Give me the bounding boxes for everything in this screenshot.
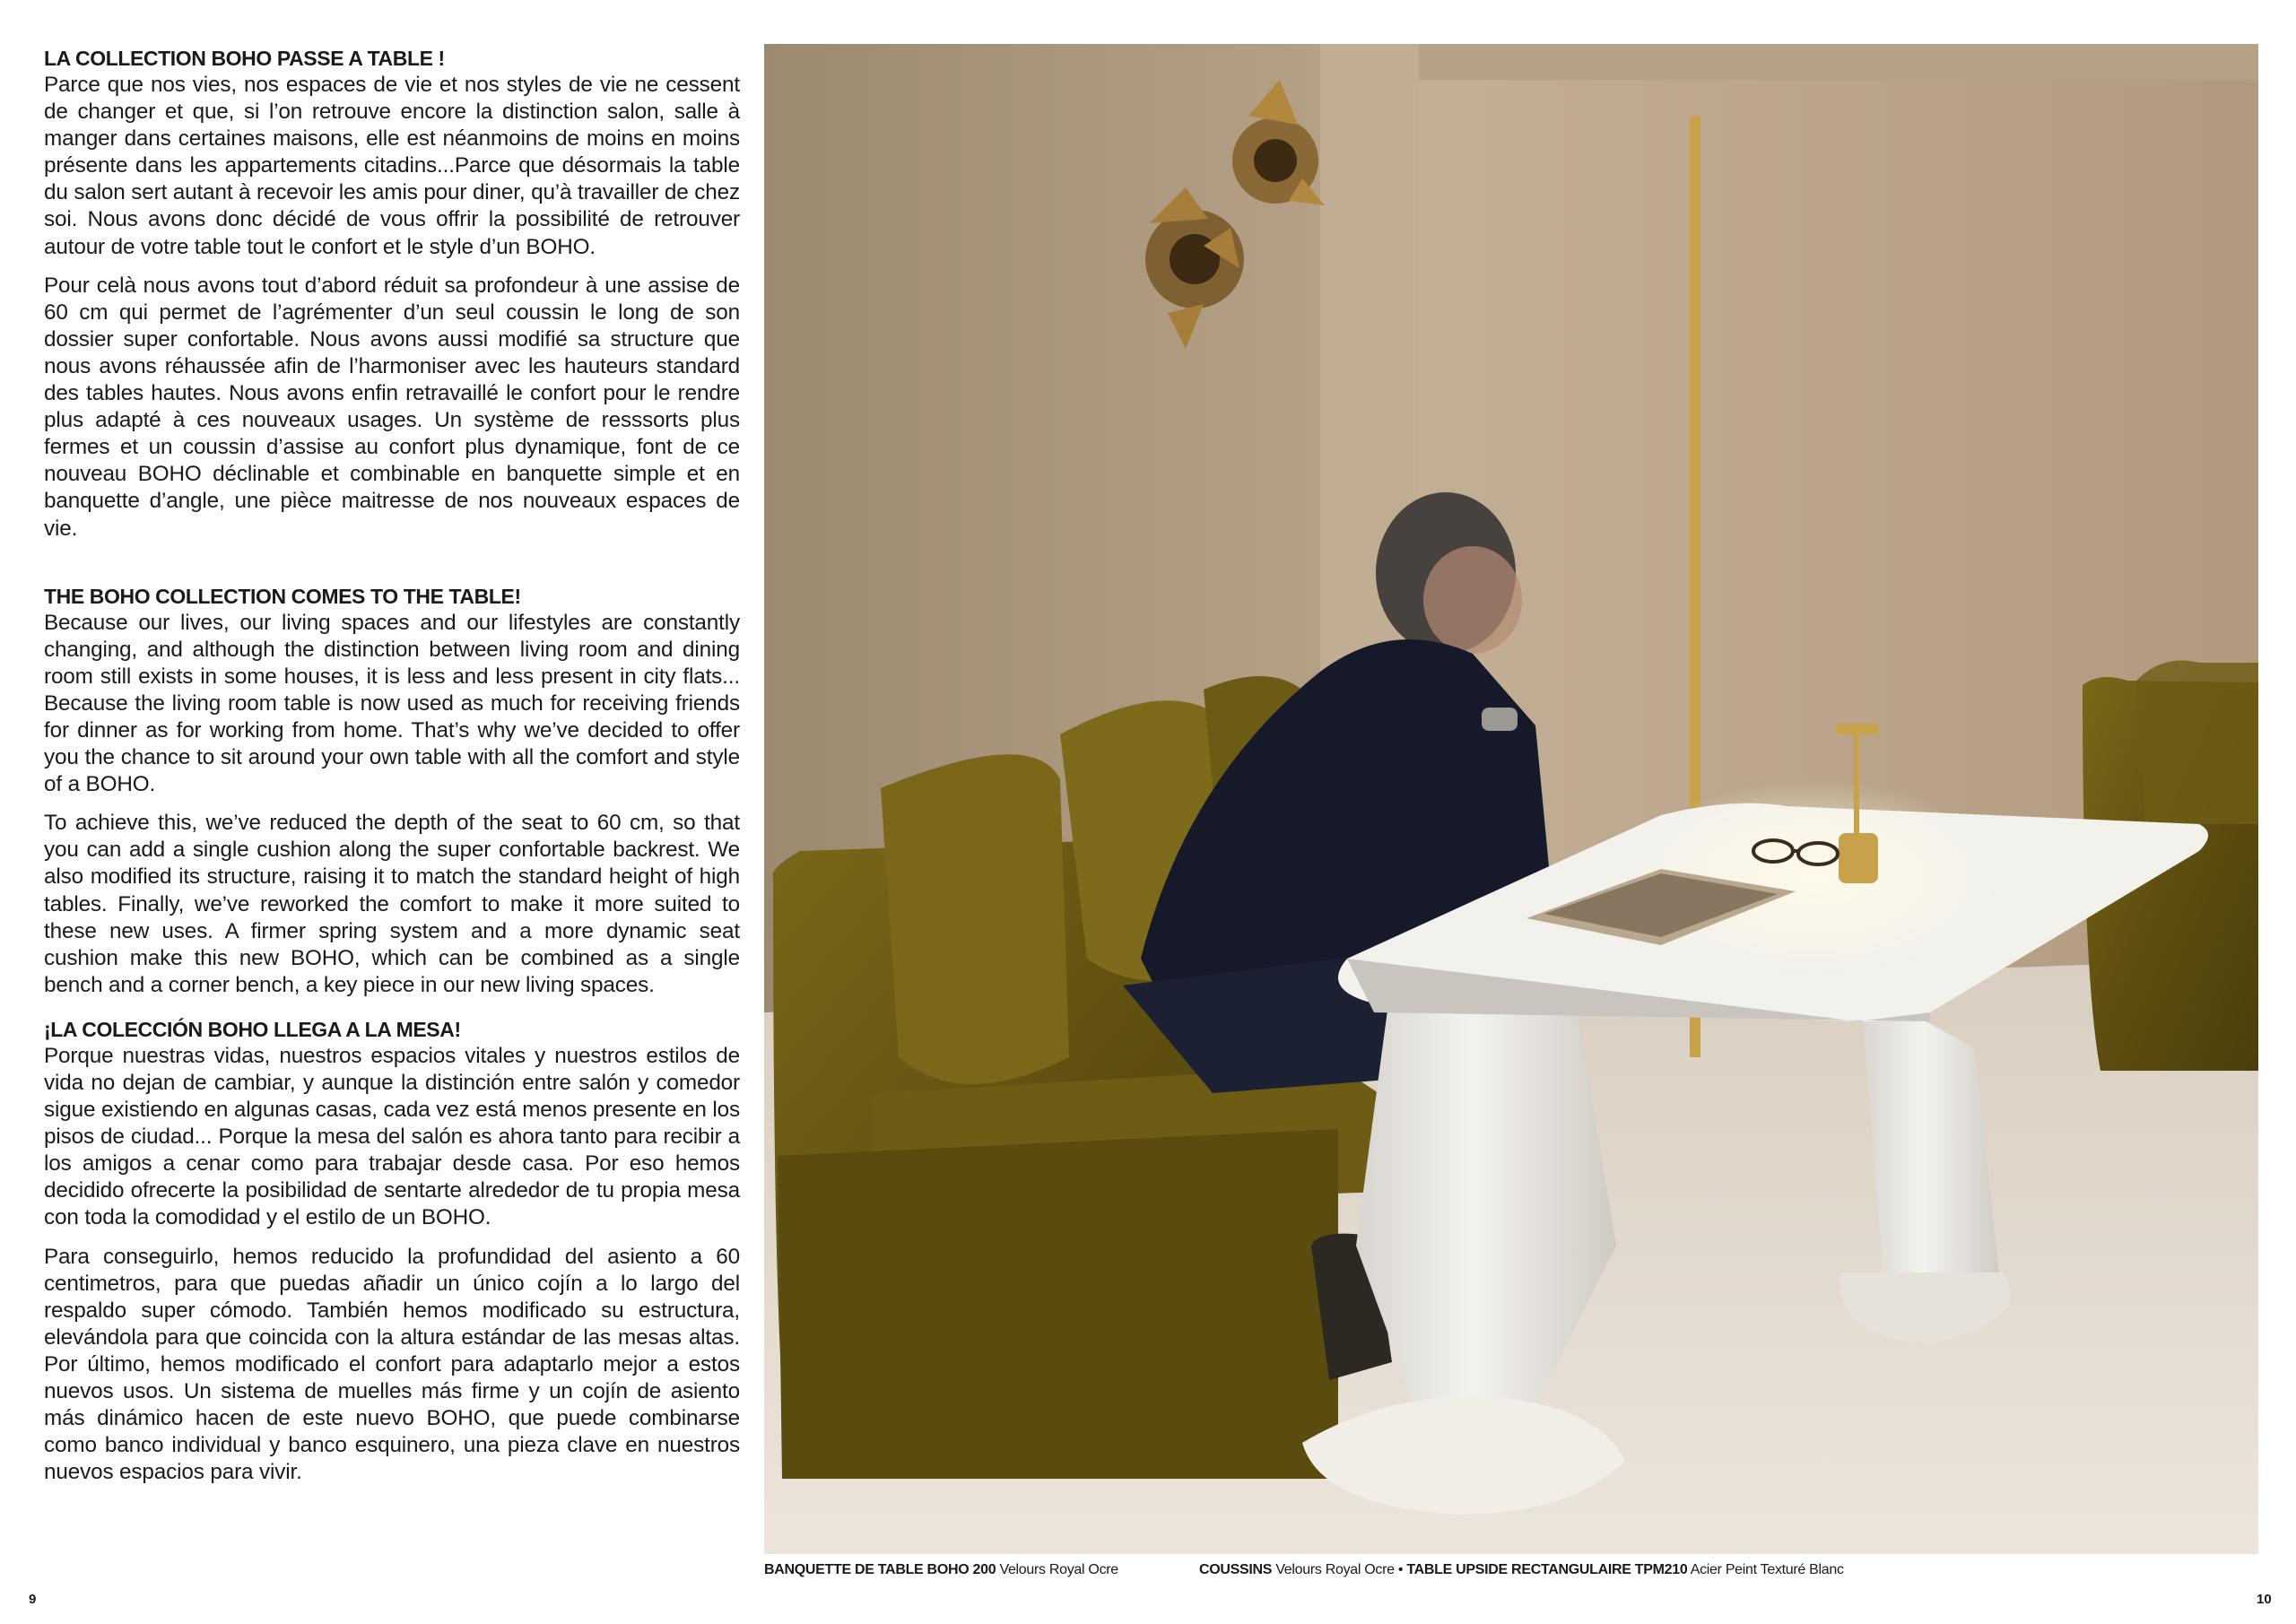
caption-right [1199,1561,1844,1579]
section-spanish [44,1016,740,1487]
caption-table-label: TABLE UPSIDE RECTANGULAIRE TPM210 [1406,1562,1688,1577]
page-number-left: 9 [29,1592,37,1607]
page-number-right: 10 [2257,1592,2272,1607]
section-english [44,583,740,999]
paragraph-spanish-1: Porque nuestras vidas, nuestros espacios vitales y nuestros estilos de vida no dejan de cambiar, y aunque la distinción entre salón y comedor sigue existiendo en algunas casas, cada vez está menos presente en los pisos de ciudad... Porque la mesa del salón es ahora tanto para recibir a los amigos a cenar como para trabajar desde casa. Por eso hemos decidido ofrecerte la posibilidad de sentarte alrededor de tu propia mesa con toda la comodidad y el estilo de un BOHO. [44,1043,740,1230]
heading-french: LA COLLECTION BOHO PASSE A TABLE ! [44,47,445,70]
paragraph-english-1: Because our lives, our living spaces and our lifestyles are constantly changing, and although the distinction between living room and dining room still exists in some houses, it is less and less present in city flats... Because the living room table is now used as much for receiving friends for dinner as for working from home. That’s why we’ve decided to offer you the chance to sit around your own table with all the comfort and style of a BOHO. [44,610,740,797]
paragraph-spanish-2: Para conseguirlo, hemos reducido la profundidad del asiento a 60 centimetros, para que puedas añadir un único cojín a lo largo del respaldo super cómodo. También hemos modificado su estructura, elevándola para que coincida con la altura estándar de las mesas altas. Por último, hemos modificado el confort para adaptarlo mejor a estos nuevos usos. Un sistema de muelles más firme y un cojín de asiento más dinámico hacen de este nuevo BOHO, que puede combinarse como banco individual y banco esquinero, una pieza clave en nuestros nuevos espacios para vivir. [44,1244,740,1485]
paragraph-french-2: Pour celà nous avons tout d’abord réduit sa profondeur à une assise de 60 cm qui permet de l’agrémenter d’un seul coussin le long de son dossier super confortable. Nous avons aussi modifié sa structure que nous avons réhaussée afin de l’harmoniser avec les hauteurs standard des tables hautes. Nous avons enfin retravaillé le confort pour le rendre plus adapté à ces nouveaux usages. Un système de resssorts plus fermes et un coussin d’assise au confort plus dynamique, font de ce nouveau BOHO déclinable et combinable en banquette simple et en banquette d’angle, une pièce maitresse de nos nouveaux espaces de vie. [44,273,740,541]
section-french [44,45,740,543]
article-text-column [44,45,740,1498]
paragraph-french-1: Parce que nos vies, nos espaces de vie et nos styles de vie ne cessent de changer et que, si l’on retrouve encore la distinction salon, salle à manger dans certaines maisons, elle est néanmoins de moins en moins présente dans les appartements citadins...Parce que désormais la table du salon sert autant à recevoir les amis pour diner, qu’à travailler de chez soi. Nous avons donc décidé de vous offrir la possibilité de retrouver autour de votre table tout le confort et le style d’un BOHO. [44,73,740,259]
caption-left-product: BANQUETTE DE TABLE BOHO 200 [764,1562,996,1577]
heading-spanish: ¡LA COLECCIÓN BOHO LLEGA A LA MESA! [44,1017,461,1041]
caption-table-finish: Acier Peint Texturé Blanc [1687,1562,1844,1577]
product-photo [764,44,2258,1554]
heading-english: THE BOHO COLLECTION COMES TO THE TABLE! [44,584,521,608]
caption-left-finish: Velours Royal Ocre [996,1562,1118,1577]
caption-left [764,1561,1118,1579]
caption-cushions-label: COUSSINS [1199,1562,1273,1577]
paragraph-english-2: To achieve this, we’ve reduced the depth of the seat to 60 cm, so that you can add a single cushion along the super confortable backrest. We also modified its structure, raising it to match the standard height of high tables. Finally, we’ve reworked the comfort to make it more suited to these new uses. A firmer spring system and a more dynamic seat cushion make this new BOHO, which can be combined as a single bench and a corner bench, a key piece in our new living spaces. [44,811,740,997]
caption-cushions-finish: Velours Royal Ocre • [1272,1562,1407,1577]
